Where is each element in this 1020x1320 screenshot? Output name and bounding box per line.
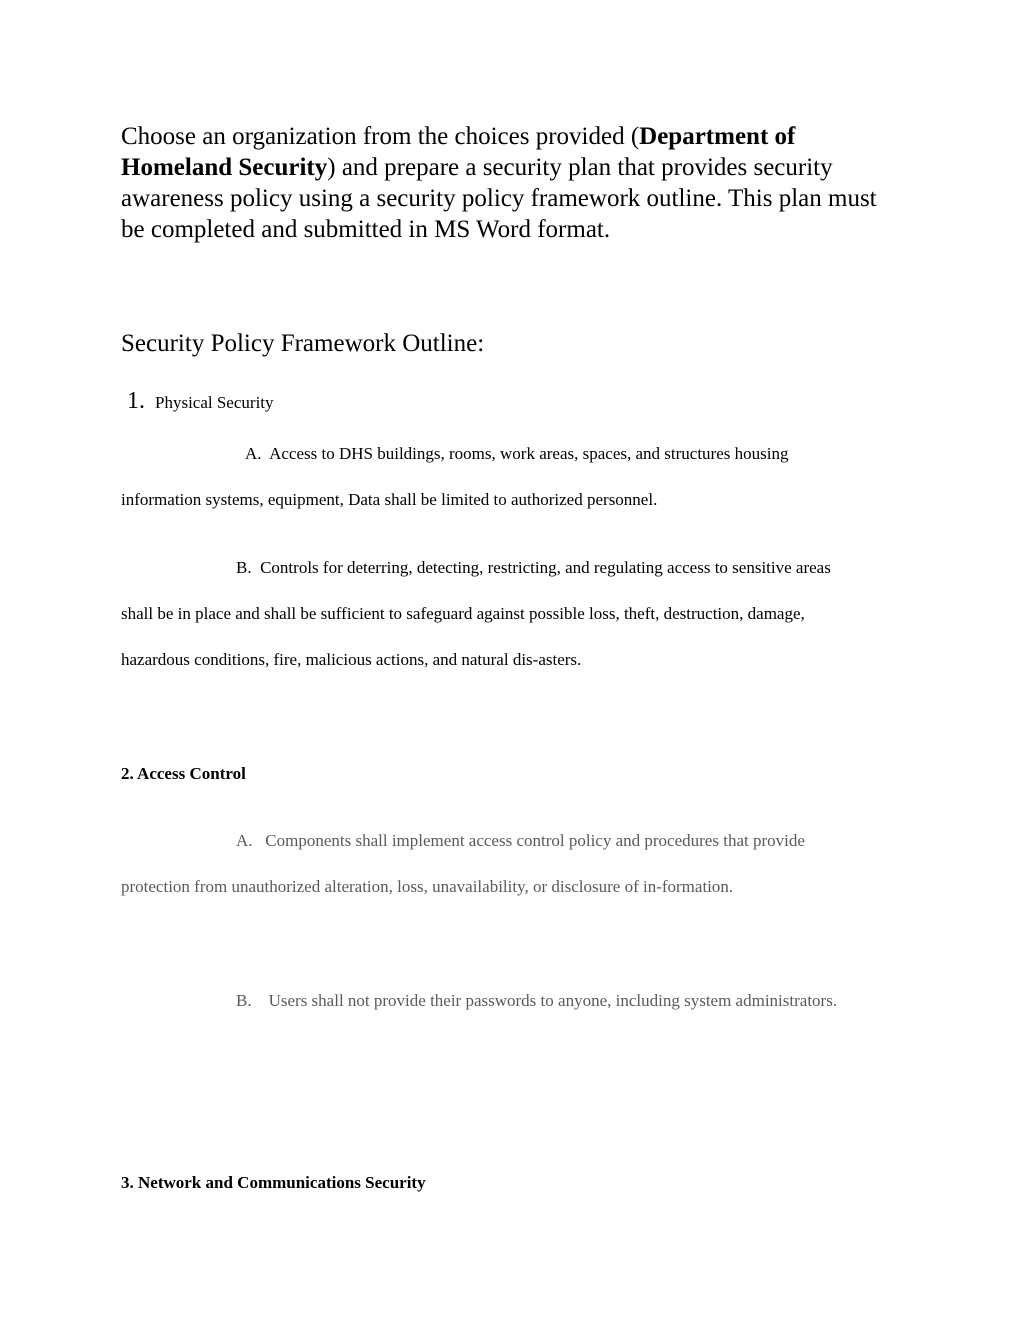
section-2-item-b-text: Users shall not provide their passwords to anyone, including system administrators. [268,991,838,1010]
section-1-item-b [121,545,851,683]
section-2-item-a [121,818,851,910]
intro-text-end: ) and prepare a security plan that provides security awareness policy using a security policy framework outline. This plan must be completed and submitted in MS Word format. [121,154,877,243]
section-1-item-a-text: Access to DHS buildings, rooms, work areas, spaces, and structures housing information systems, equipment, Data shall be limited to authorized personnel. [121,444,789,509]
intro-text-start: Choose an organization from the choices provided ( [121,123,640,150]
section-2-item-a-marker: A. [236,831,253,850]
section-3-heading: 3. Network and Communications Security [121,1173,426,1192]
outline-heading: Security Policy Framework Outline: [121,330,485,357]
section-1-item-a [121,431,851,523]
section-1-item-b-text: Controls for deterring, detecting, restricting, and regulating access to sensitive areas shall be in place and shall be sufficient to safeguard against possible loss, theft, destruction, damage, hazardous conditions, fire, malicious actions, and natural dis-asters. [121,558,831,669]
section-1-number: 1. [127,388,145,414]
section-2-item-a-text: Components shall implement access control policy and procedures that provide protection from unauthorized alteration, loss, unavailability, or disclosure of in-formation. [121,831,805,896]
section-2-item-b [121,978,851,1024]
intro-paragraph [121,121,901,245]
section-2-item-b-marker: B. [236,991,252,1010]
section-1-heading [127,388,274,415]
organization-name: Department of Homeland Security [121,123,796,181]
section-2-heading: 2. Access Control [121,764,246,783]
section-1-item-b-marker: B. [236,558,252,577]
section-1-item-a-marker: A. [245,444,262,463]
section-1-title: Physical Security [155,393,274,412]
